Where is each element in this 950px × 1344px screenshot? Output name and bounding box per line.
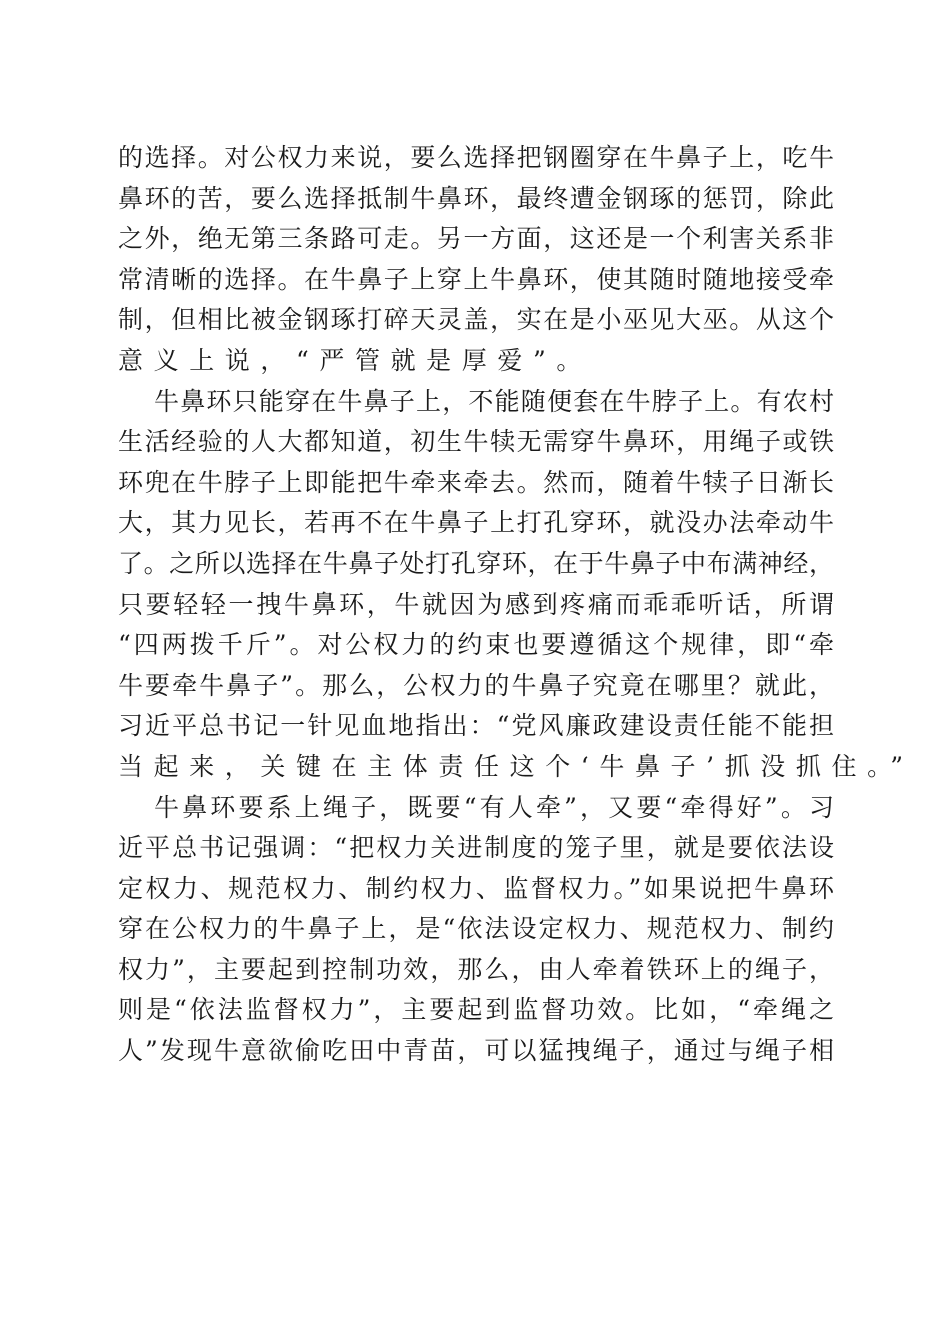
text-line: 权力”，主要起到控制功效，那么，由人牵着铁环上的绳子， [118, 954, 834, 984]
text-line: 意义上说，“严管就是厚爱”。 [118, 345, 592, 375]
text-line: “四两拨千斤”。对公权力的约束也要遵循这个规律，即“牵 [118, 630, 834, 660]
text-line: 当起来，关键在主体责任这个‘牛鼻子’抓没抓住。” [118, 751, 914, 781]
text-line: 人”发现牛意欲偷吃田中青苗，可以猛拽绳子，通过与绳子相 [118, 1036, 834, 1066]
paragraph-3 [118, 788, 834, 1072]
text-line: 习近平总书记一针见血地指出：“党风廉政建设责任能不能担 [118, 711, 834, 741]
text-line: 则是“依法监督权力”，主要起到监督功效。比如，“牵绳之 [118, 995, 834, 1025]
text-line: 牛鼻环只能穿在牛鼻子上，不能随便套在牛脖子上。有农村 [154, 386, 834, 416]
text-line: 鼻环的苦，要么选择抵制牛鼻环，最终遭金钢琢的惩罚，除此 [118, 183, 834, 213]
text-line: 制，但相比被金钢琢打碎天灵盖，实在是小巫见大巫。从这个 [118, 305, 834, 335]
text-line: 生活经验的人大都知道，初生牛犊无需穿牛鼻环，用绳子或铁 [118, 427, 834, 457]
text-line: 牛鼻环要系上绳子，既要“有人牵”，又要“牵得好”。习 [154, 792, 834, 822]
text-line: 牛要牵牛鼻子”。那么，公权力的牛鼻子究竟在哪里？就此， [118, 670, 834, 700]
text-line: 穿在公权力的牛鼻子上，是“依法设定权力、规范权力、制约 [118, 914, 834, 944]
paragraph-2 [118, 382, 914, 788]
text-line: 常清晰的选择。在牛鼻子上穿上牛鼻环，使其随时随地接受牵 [118, 264, 834, 294]
text-line: 的选择。对公权力来说，要么选择把钢圈穿在牛鼻子上，吃牛 [118, 143, 834, 172]
text-line: 大，其力见长，若再不在牛鼻子上打孔穿环，就没办法牵动牛 [118, 508, 834, 538]
document-page [118, 138, 914, 1072]
text-line: 环兜在牛脖子上即能把牛牵来牵去。然而，随着牛犊子日渐长 [118, 467, 834, 497]
text-line: 近平总书记强调：“把权力关进制度的笼子里，就是要依法设 [118, 833, 834, 863]
text-line: 之外，绝无第三条路可走。另一方面，这还是一个利害关系非 [118, 224, 834, 254]
paragraph-1 [118, 138, 834, 382]
text-line: 定权力、规范权力、制约权力、监督权力。”如果说把牛鼻环 [118, 873, 834, 903]
text-line: 只要轻轻一拽牛鼻环，牛就因为感到疼痛而乖乖听话，所谓 [118, 589, 834, 619]
text-line: 了。之所以选择在牛鼻子处打孔穿环，在于牛鼻子中布满神经， [118, 548, 834, 578]
